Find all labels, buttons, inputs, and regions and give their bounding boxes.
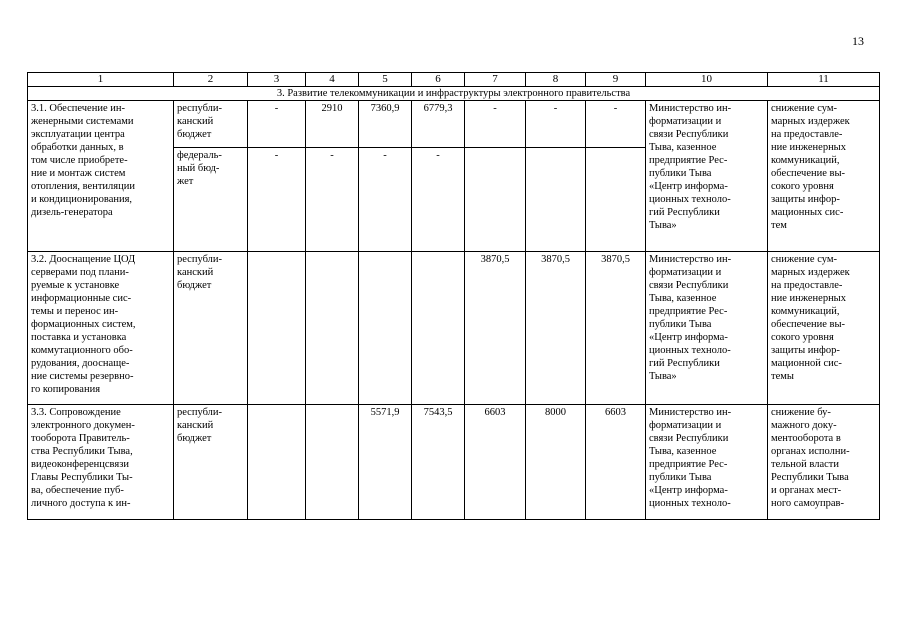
- value-cell: -: [359, 148, 412, 252]
- value-cell: -: [465, 101, 526, 148]
- expected-result: снижение бу- мажного доку- ментооборота в органах исполни- тельной власти Республики Тыва и органах мест- ного самоуправ-: [768, 405, 880, 520]
- header-col-10: 10: [646, 73, 768, 87]
- table-row: [28, 252, 880, 405]
- expected-result: снижение сум- марных издержек на предоставле- ние инженерных коммуникаций, обеспечение вы- сокого уровня защиты инфор- мационной сис- темы: [768, 252, 880, 405]
- table-row: [28, 101, 880, 148]
- funding-source: республи- канский бюджет: [174, 405, 248, 520]
- value-cell: [248, 252, 306, 405]
- value-cell: 7360,9: [359, 101, 412, 148]
- executor: Министерство ин- форматизации и связи Республики Тыва, казенное предприятие Рес- публики Тыва «Центр информа- ционных техноло-: [646, 405, 768, 520]
- measure-name: 3.3. Сопровождение электронного докумен- тооборота Правитель- ства Республики Тыва, видеоконференцсвязи Главы Республики Ты- ва, обеспечение пуб- личного доступа к ин-: [28, 405, 174, 520]
- value-cell: 5571,9: [359, 405, 412, 520]
- header-col-1: 1: [28, 73, 174, 87]
- header-col-3: 3: [248, 73, 306, 87]
- section-row: [28, 87, 880, 101]
- value-cell: 7543,5: [412, 405, 465, 520]
- value-cell: -: [412, 148, 465, 252]
- table-row: [28, 405, 880, 520]
- value-cell: -: [248, 101, 306, 148]
- executor: Министерство ин- форматизации и связи Республики Тыва, казенное предприятие Рес- публики Тыва «Центр информа- ционных техноло- гий Республики Тыва»: [646, 252, 768, 405]
- value-cell: [359, 252, 412, 405]
- value-cell: 6603: [465, 405, 526, 520]
- value-cell: 2910: [306, 101, 359, 148]
- value-cell: -: [526, 101, 586, 148]
- header-col-2: 2: [174, 73, 248, 87]
- section-title: 3. Развитие телекоммуникации и инфраструктуры электронного правительства: [28, 87, 880, 101]
- value-cell: 3870,5: [586, 252, 646, 405]
- program-table: [27, 72, 880, 520]
- header-col-9: 9: [586, 73, 646, 87]
- funding-source: федераль- ный бюд- жет: [174, 148, 248, 252]
- value-cell: -: [586, 101, 646, 148]
- funding-source: республи- канский бюджет: [174, 101, 248, 148]
- measure-name: 3.2. Дооснащение ЦОД серверами под плани- руемые к установке информационные сис- темы и перенос ин- формационных систем, поставка и установка коммутационного обо- рудования, дооснаще- ние системы резервно- го копирования: [28, 252, 174, 405]
- value-cell: 3870,5: [526, 252, 586, 405]
- page-number: 13: [852, 34, 864, 48]
- header-col-11: 11: [768, 73, 880, 87]
- value-cell: [465, 148, 526, 252]
- header-col-6: 6: [412, 73, 465, 87]
- value-cell: [526, 148, 586, 252]
- header-col-5: 5: [359, 73, 412, 87]
- value-cell: -: [306, 148, 359, 252]
- value-cell: -: [248, 148, 306, 252]
- value-cell: 3870,5: [465, 252, 526, 405]
- expected-result: снижение сум- марных издержек на предоставле- ние инженерных коммуникаций, обеспечение вы- сокого уровня защиты инфор- мационных сис- тем: [768, 101, 880, 252]
- executor: Министерство ин- форматизации и связи Республики Тыва, казенное предприятие Рес- публики Тыва «Центр информа- ционных техноло- гий Республики Тыва»: [646, 101, 768, 252]
- value-cell: [412, 252, 465, 405]
- value-cell: [306, 405, 359, 520]
- header-col-7: 7: [465, 73, 526, 87]
- value-cell: 6603: [586, 405, 646, 520]
- header-col-4: 4: [306, 73, 359, 87]
- funding-source: республи- канский бюджет: [174, 252, 248, 405]
- measure-name: 3.1. Обеспечение ин- женерными системами эксплуатации центра обработки данных, в том числе приобрете- ние и монтаж систем отопления, вентиляции и кондиционирования, дизель-генератора: [28, 101, 174, 252]
- value-cell: [586, 148, 646, 252]
- value-cell: 8000: [526, 405, 586, 520]
- header-row: [28, 73, 880, 87]
- value-cell: [306, 252, 359, 405]
- value-cell: [248, 405, 306, 520]
- value-cell: 6779,3: [412, 101, 465, 148]
- header-col-8: 8: [526, 73, 586, 87]
